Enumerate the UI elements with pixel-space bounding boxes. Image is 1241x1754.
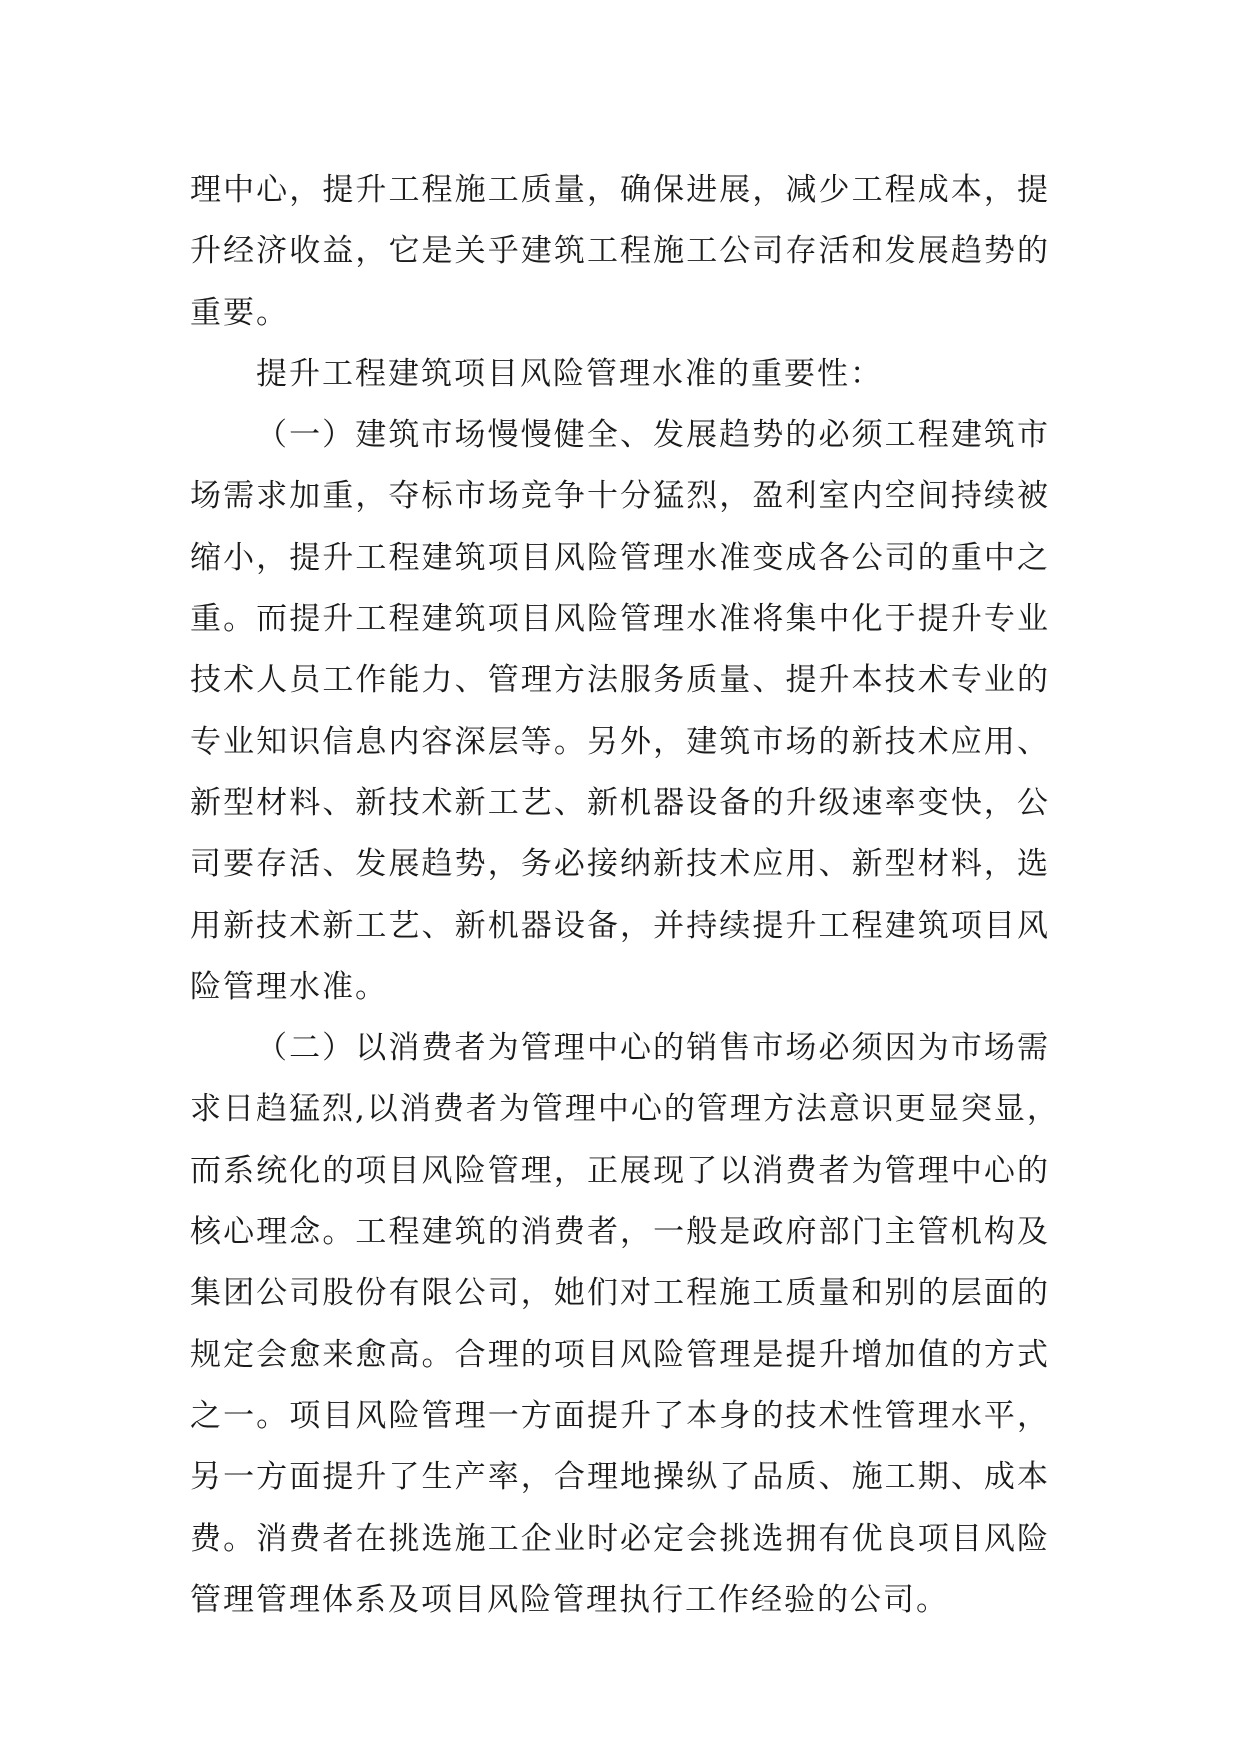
text-line: （一）建筑市场慢慢健全、发展趋势的必须工程建筑市: [256, 417, 1050, 454]
text-line: 理中心，提升工程施工质量，确保进展，减少工程成本，提: [190, 172, 1050, 208]
text-line: 集团公司股份有限公司，她们对工程施工质量和别的层面的: [190, 1275, 1050, 1312]
text-line: 场需求加重，夺标市场竞争十分猛烈，盈利室内空间持续被: [190, 478, 1050, 515]
text-line: 费。消费者在挑选施工企业时必定会挑选拥有优良项目风险: [190, 1520, 1050, 1557]
text-line: 重。而提升工程建筑项目风险管理水准将集中化于提升专业: [190, 601, 1050, 638]
text-line: 而系统化的项目风险管理，正展现了以消费者为管理中心的: [190, 1152, 1050, 1189]
text-line: 另一方面提升了生产率，合理地操纵了品质、施工期、成本: [190, 1459, 1050, 1496]
text-line: 规定会愈来愈高。合理的项目风险管理是提升增加值的方式: [190, 1336, 1050, 1373]
text-line: 专业知识信息内容深层等。另外，建筑市场的新技术应用、: [190, 723, 1050, 760]
text-line: 技术人员工作能力、管理方法服务质量、提升本技术专业的: [190, 662, 1050, 699]
text-line: 之一。项目风险管理一方面提升了本身的技术性管理水平，: [190, 1397, 1050, 1434]
text-line: 管理管理体系及项目风险管理执行工作经验的公司。: [190, 1581, 949, 1618]
text-line: 提升工程建筑项目风险管理水准的重要性：: [256, 355, 883, 392]
text-line: 新型材料、新技术新工艺、新机器设备的升级速率变快，公: [190, 784, 1050, 821]
text-line: 用新技术新工艺、新机器设备，并持续提升工程建筑项目风: [190, 907, 1050, 944]
text-line: 险管理水准。: [190, 968, 388, 1005]
text-line: 缩小，提升工程建筑项目风险管理水准变成各公司的重中之: [190, 539, 1050, 576]
text-line: （二）以消费者为管理中心的销售市场必须因为市场需: [256, 1030, 1050, 1067]
text-line: 司要存活、发展趋势，务必接纳新技术应用、新型材料，选: [190, 846, 1050, 883]
text-line: 求日趋猛烈,以消费者为管理中心的管理方法意识更显突显，: [190, 1091, 1060, 1128]
document-body: [190, 160, 1060, 1631]
text-line: 升经济收益，它是关乎建筑工程施工公司存活和发展趋势的: [190, 233, 1050, 270]
text-line: 核心理念。工程建筑的消费者，一般是政府部门主管机构及: [190, 1214, 1050, 1251]
text-line: 重要。: [190, 294, 289, 331]
